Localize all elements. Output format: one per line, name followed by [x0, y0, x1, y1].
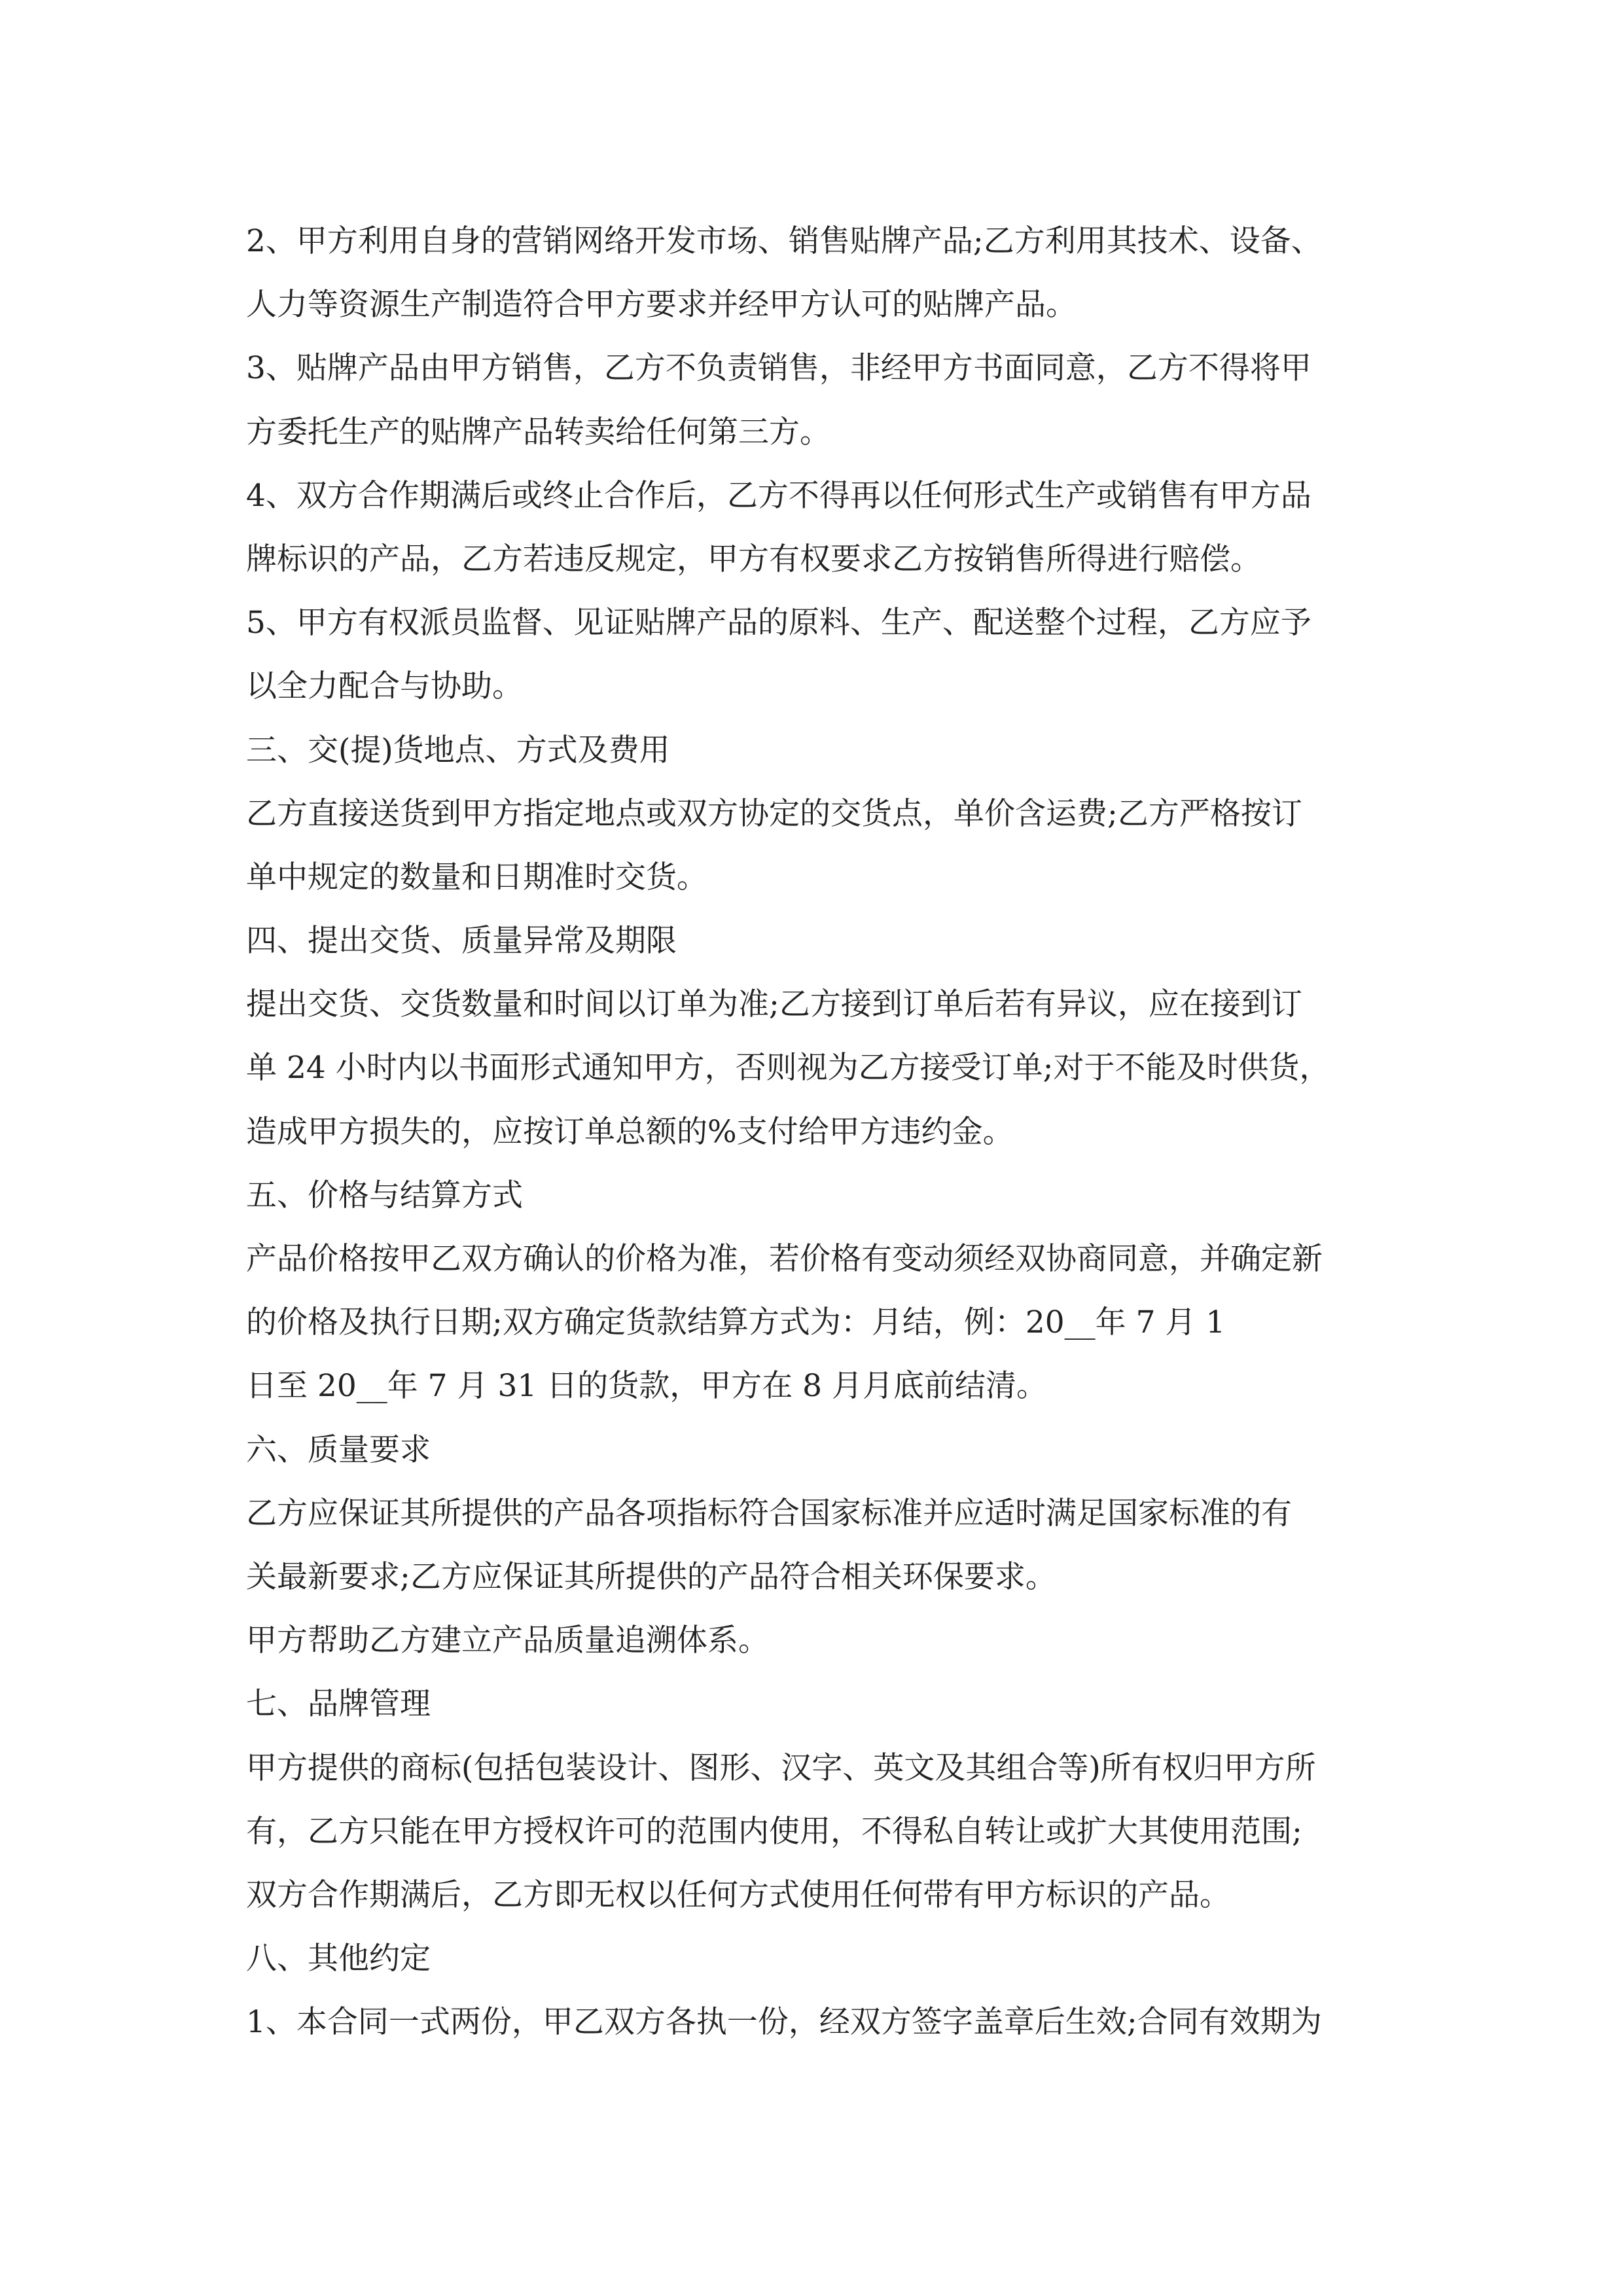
section-7-line-3: 双方合作期满后，乙方即无权以任何方式使用任何带有甲方标识的产品。 [246, 1876, 1230, 1913]
section-3-line-1: 乙方直接送货到甲方指定地点或双方协定的交货点，单价含运费;乙方严格按订 [246, 795, 1302, 832]
section-8-heading: 八、其他约定 [246, 1941, 431, 1977]
section-5-line-2: 的价格及执行日期;双方确定货款结算方式为：月结，例：20__年 7 月 1 [246, 1304, 1226, 1341]
clause-5-line-1: 5、甲方有权派员监督、见证贴牌产品的原料、生产、配送整个过程，乙方应予 [246, 605, 1311, 641]
section-8-line-1: 1、本合同一式两份，甲乙双方各执一份，经双方签字盖章后生效;合同有效期为 [246, 2004, 1322, 2041]
clause-3-line-1: 3、贴牌产品由甲方销售，乙方不负责销售，非经甲方书面同意，乙方不得将甲 [246, 350, 1311, 387]
section-4-heading: 四、提出交货、质量异常及期限 [246, 923, 677, 960]
section-6-line-2: 关最新要求;乙方应保证其所提供的产品符合相关环保要求。 [246, 1558, 1056, 1595]
section-5-line-3: 日至 20__年 7 月 31 日的货款，甲方在 8 月月底前结清。 [246, 1368, 1047, 1405]
section-4-line-3: 造成甲方损失的，应按订单总额的%支付给甲方违约金。 [246, 1113, 1014, 1150]
section-3-line-2: 单中规定的数量和日期准时交货。 [246, 859, 707, 895]
section-4-line-2: 单 24 小时内以书面形式通知甲方，否则视为乙方接受订单;对于不能及时供货， [246, 1050, 1330, 1086]
section-5-heading: 五、价格与结算方式 [246, 1177, 523, 1213]
section-5-line-1: 产品价格按甲乙双方确认的价格为准，若价格有变动须经双协商同意，并确定新 [246, 1241, 1323, 1277]
clause-2-line-1: 2、甲方利用自身的营销网络开发市场、销售贴牌产品;乙方利用其技术、设备、 [246, 223, 1322, 259]
section-6-line-3: 甲方帮助乙方建立产品质量追溯体系。 [246, 1623, 769, 1659]
section-3-heading: 三、交(提)货地点、方式及费用 [246, 732, 670, 768]
clause-3-line-2: 方委托生产的贴牌产品转卖给任何第三方。 [246, 414, 830, 450]
clause-4-line-2: 牌标识的产品，乙方若违反规定，甲方有权要求乙方按销售所得进行赔偿。 [246, 541, 1261, 577]
section-6-heading: 六、质量要求 [246, 1431, 431, 1468]
section-4-line-1: 提出交货、交货数量和时间以订单为准;乙方接到订单后若有异议，应在接到订 [246, 986, 1302, 1023]
clause-2-line-2: 人力等资源生产制造符合甲方要求并经甲方认可的贴牌产品。 [246, 287, 1077, 323]
clause-5-line-2: 以全力配合与协助。 [246, 668, 523, 705]
document-body [246, 209, 1398, 2054]
section-7-heading: 七、品牌管理 [246, 1686, 431, 1723]
clause-4-line-1: 4、双方合作期满后或终止合作后，乙方不得再以任何形式生产或销售有甲方品 [246, 477, 1311, 514]
section-6-line-1: 乙方应保证其所提供的产品各项指标符合国家标准并应适时满足国家标准的有 [246, 1495, 1292, 1532]
section-7-line-1: 甲方提供的商标(包括包装设计、图形、汉字、英文及其组合等)所有权归甲方所 [246, 1749, 1316, 1786]
section-7-line-2: 有，乙方只能在甲方授权许可的范围内使用，不得私自转让或扩大其使用范围; [246, 1813, 1302, 1850]
